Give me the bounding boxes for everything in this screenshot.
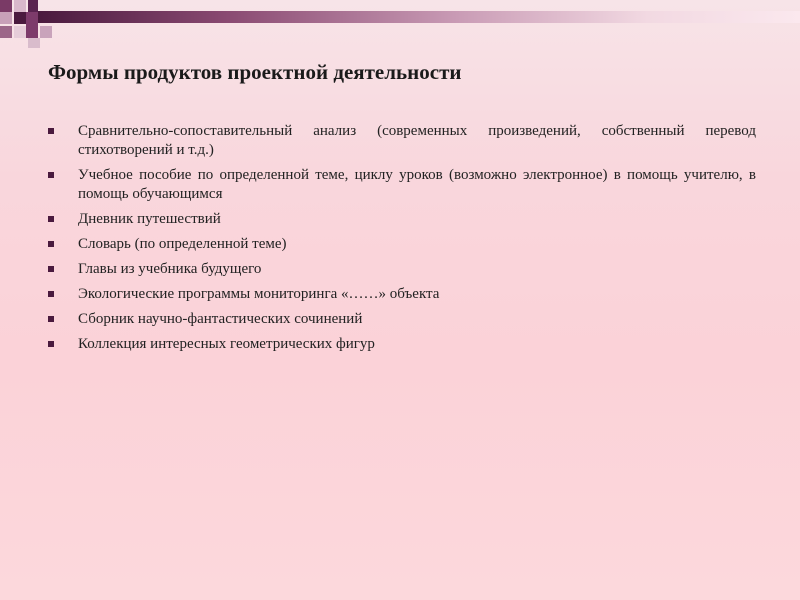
list-item [48, 210, 756, 229]
list-item [48, 235, 756, 254]
square-bullet-icon [48, 241, 54, 247]
decor-square [0, 0, 12, 12]
decorative-header [0, 0, 800, 48]
decor-square [28, 38, 40, 48]
square-bullet-icon [48, 216, 54, 222]
list-item-text: Учебное пособие по определенной теме, циклу уроков (возможно электронное) в помощь учителю, в помощь обучающимся [78, 167, 756, 202]
decor-square [26, 12, 38, 38]
list-item-text: Экологические программы мониторинга «……» объекта [78, 286, 440, 302]
list-item-text: Сборник научно-фантастических сочинений [78, 311, 363, 327]
square-bullet-icon [48, 291, 54, 297]
square-bullet-icon [48, 266, 54, 272]
list-item-text: Сравнительно-сопоставительный анализ (современных произведений, собственный перевод стихотворений и т.д.) [78, 123, 756, 158]
list-item [48, 310, 756, 329]
decor-square [0, 12, 12, 24]
square-bullet-icon [48, 341, 54, 347]
header-gradient-band [38, 11, 800, 23]
list-item [48, 122, 756, 160]
list-item-text: Дневник путешествий [78, 211, 221, 227]
decor-square [28, 0, 38, 12]
list-item [48, 166, 756, 204]
bullet-list [48, 122, 756, 360]
square-bullet-icon [48, 128, 54, 134]
list-item-text: Коллекция интересных геометрических фигур [78, 336, 375, 352]
list-item [48, 260, 756, 279]
square-bullet-icon [48, 316, 54, 322]
list-item-text: Словарь (по определенной теме) [78, 236, 287, 252]
list-item [48, 335, 756, 354]
decor-square [14, 26, 26, 38]
slide-title: Формы продуктов проектной деятельности [48, 60, 462, 84]
decor-square [0, 26, 12, 38]
list-item [48, 285, 756, 304]
decor-square [40, 26, 52, 38]
list-item-text: Главы из учебника будущего [78, 261, 262, 277]
square-bullet-icon [48, 172, 54, 178]
decor-square [14, 12, 26, 24]
decor-square [14, 0, 26, 12]
